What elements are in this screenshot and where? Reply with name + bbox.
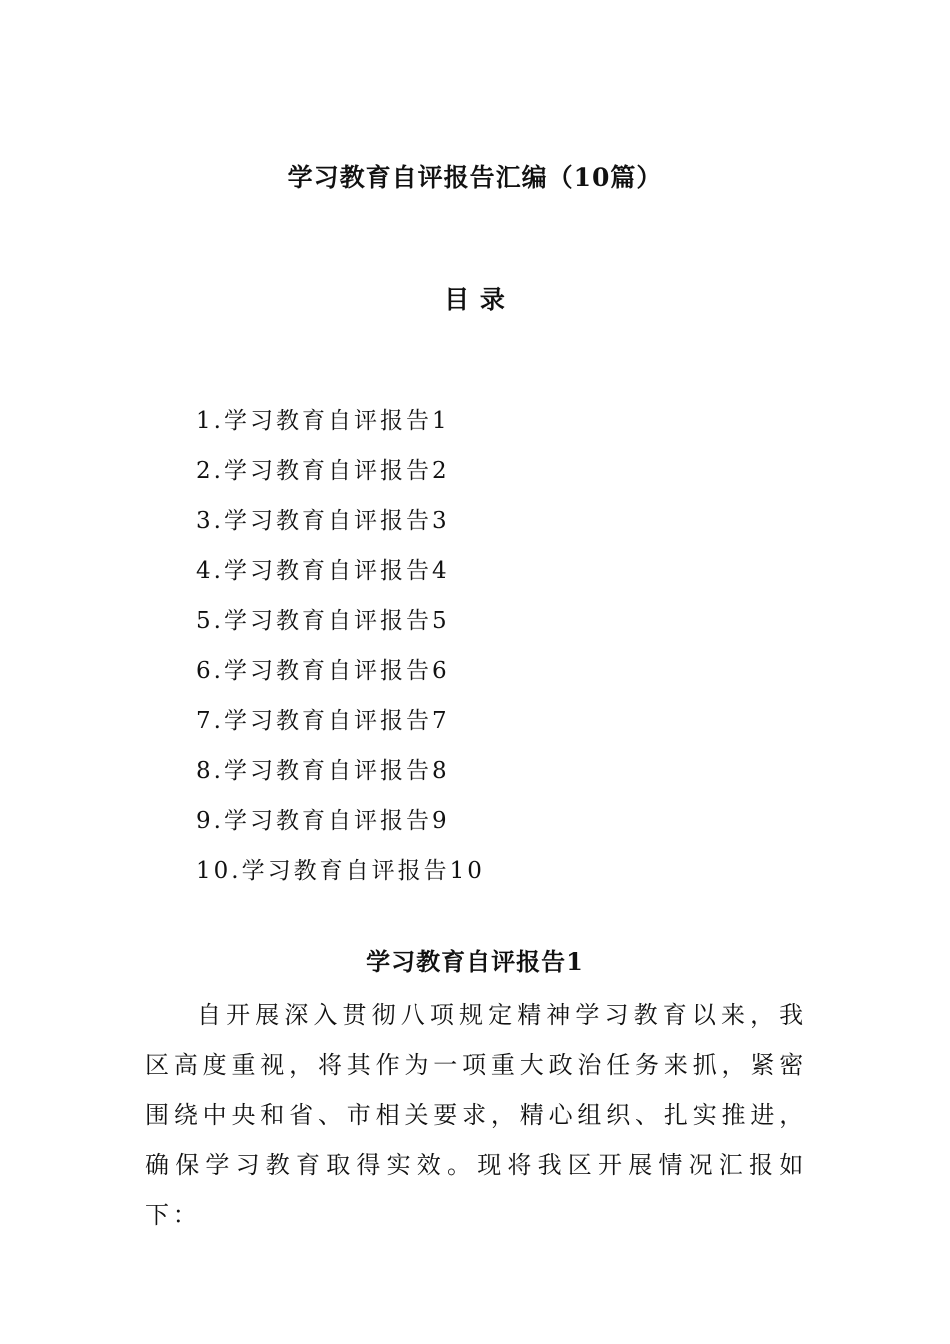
toc-item: 4.学习教育自评报告4	[196, 558, 450, 584]
toc-item: 5.学习教育自评报告5	[196, 608, 450, 634]
toc-item: 1.学习教育自评报告1	[196, 408, 450, 434]
section-title: 学习教育自评报告1	[366, 947, 584, 976]
toc-heading: 目 录	[444, 285, 506, 314]
table-of-contents	[196, 396, 485, 896]
body-paragraph: 自开展深入贯彻八项规定精神学习教育以来，我区高度重视，将其作为一项重大政治任务来抓，紧密围绕中央和省、市相关要求，精心组织、扎实推进，确保学习教育取得实效。现将我区开展情况汇报如下：	[145, 1001, 807, 1229]
toc-item: 8.学习教育自评报告8	[196, 758, 450, 784]
document-title: 学习教育自评报告汇编（10篇）	[287, 163, 663, 192]
toc-item: 10.学习教育自评报告10	[196, 858, 485, 884]
toc-item: 3.学习教育自评报告3	[196, 508, 450, 534]
toc-item: 7.学习教育自评报告7	[196, 708, 450, 734]
toc-item: 6.学习教育自评报告6	[196, 658, 450, 684]
toc-item: 2.学习教育自评报告2	[196, 458, 450, 484]
toc-item: 9.学习教育自评报告9	[196, 808, 450, 834]
